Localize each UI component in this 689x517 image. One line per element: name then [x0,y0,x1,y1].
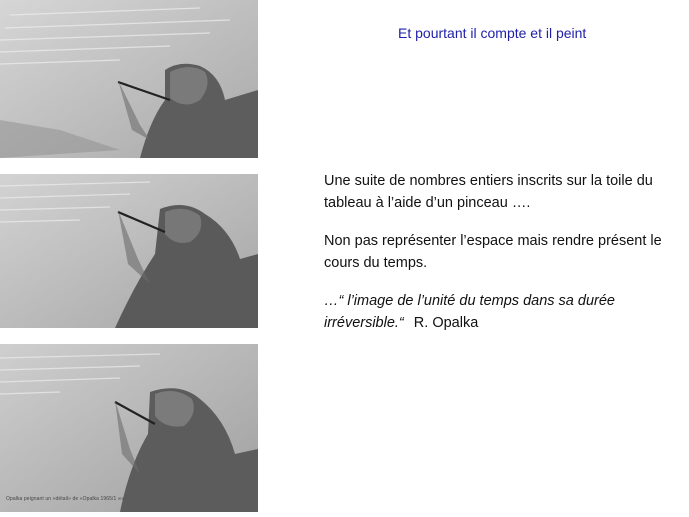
paragraph-time: Non pas représenter l’espace mais rendre présent le cours du temps. [324,233,662,271]
photo-frame-1 [0,0,258,158]
opalka-painting-photo-3 [0,344,258,512]
opalka-painting-photo-2 [0,174,258,328]
paragraph-sequence: Une suite de nombres entiers inscrits sur la toile du tableau à l’aide d’un pinceau …. [324,173,653,211]
photo-frame-3 [0,344,258,512]
quote-text: …“ l’image de l’unité du temps dans sa durée irréversible.“ [324,293,615,331]
opalka-painting-photo-1 [0,0,258,158]
quote-paragraph [324,290,664,334]
quote-author: R. Opalka [413,315,479,331]
photo-caption: Opalka peignant un «détail» de «Opalka 1965/1 ∞» [6,496,125,502]
photo-frame-2 [0,174,258,328]
slide-title: Et pourtant il compte et il peint [398,25,587,41]
